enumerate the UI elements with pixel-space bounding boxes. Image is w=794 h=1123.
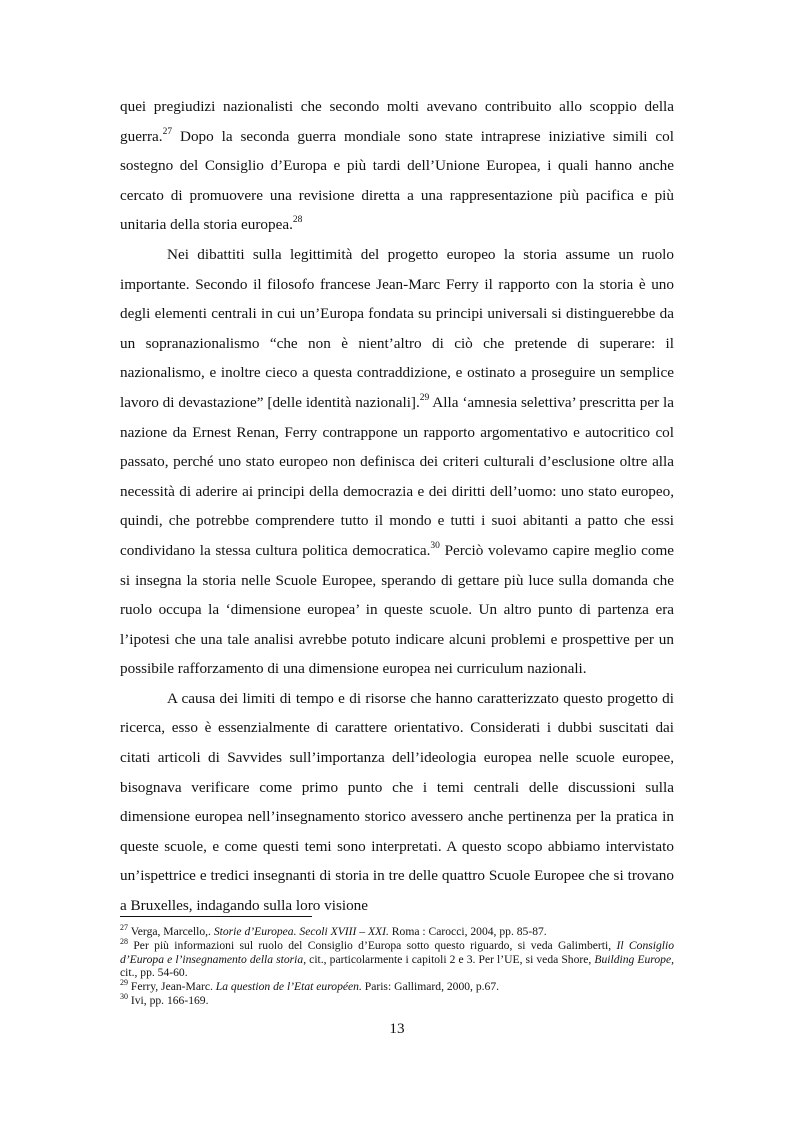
p2-text-a: Nei dibattiti sulla legittimità del progetto europeo la storia assume un ruolo importante. Secondo il filosofo francese Jean-Marc Ferry il rapporto con la storia è uno degli elementi centrali in cui un’Europa fondata su principi universali si distinguerebbe da un sopranazionalismo “che non è nient’altro di ciò che pretende di superare: il nazionalismo, e inoltre cieco a questa contraddizione, e ostinato a proseguire un semplice lavoro di devastazione” [delle identità nazionali].: [120, 245, 674, 411]
paragraph-1: [120, 92, 674, 240]
p2-text-b: Alla ‘amnesia selettiva’ prescritta per la nazione da Ernest Renan, Ferry contrappone un rapporto argomentativo e autocritico col passato, perché uno stato europeo non definisca dei criteri culturali d’esclusione oltre alla necessità di aderire ai principi della democrazia e dei diritti dell’uomo: uno stato europeo, quindi, che potrebbe comprendere tutto il mondo e tutti i suoi abitanti a patto che essi condividano la stessa cultura politica democratica.: [120, 393, 675, 559]
page-number: 13: [389, 1020, 405, 1037]
footnote-ref-28[interactable]: 28: [292, 215, 303, 226]
footnote-title: Storie d’Europea. Secoli XVIII – XXI.: [213, 925, 389, 938]
footnote-text: , cit., particolarmente i capitoli 2 e 3. Per l’UE, si veda Shore,: [303, 952, 595, 966]
footnote-title: Il Consiglio d’Europa e l’insegnamento della storia: [120, 938, 675, 966]
p3-text-a: A causa dei limiti di tempo e di risorse che hanno caratterizzato questo progetto di ricerca, esso è essenzialmente di carattere orientativo. Considerati i dubbi suscitati dai citati articoli di Savvides sull’importanza dell’ideologia europea nelle scuole europee, bisognava verificare come primo punto che i temi centrali delle discussioni sulla dimensione europea nell’insegnamento storico avessero anche pertinenza per la pratica in queste scuole, e come questi temi sono interpretati. A questo scopo abbiamo intervistato un’ispettrice e tredici insegnanti di storia in tre delle quattro Scuole Europee che si trovano a Bruxelles, indagando sulla loro visione: [120, 689, 674, 915]
paragraph-3: [120, 684, 674, 921]
p2-text-c: Perciò volevamo capire meglio come si insegna la storia nelle Scuole Europee, sperando di gettare più luce sulla domanda che ruolo occupa la ‘dimensione europea’ in queste scuole. Un altro punto di partenza era l’ipotesi che una tale analisi avrebbe potuto indicare alcuni problemi e prospettive per un possibile rafforzamento di una dimensione europea nei curriculum nazionali.: [120, 541, 675, 678]
footnote-separator: [120, 916, 312, 917]
footnote-ref-27[interactable]: 27: [162, 126, 173, 137]
footnote-text: Per più informazioni sul ruolo del Consiglio d’Europa sotto questo riguardo, si veda Galimberti,: [128, 938, 617, 952]
footnote-title: Building Europe,: [594, 952, 674, 966]
footnote-text: Ivi, pp. 166-169.: [128, 993, 209, 1007]
footnote-28: [120, 936, 675, 980]
footnote-ref-29[interactable]: 29: [419, 392, 430, 403]
footnote-title: La question de l’Etat européen.: [215, 980, 362, 994]
footnote-number: 30: [120, 992, 128, 1002]
footnotes: [120, 925, 674, 1008]
footnote-number: 27: [120, 923, 128, 933]
p1-text-a: quei pregiudizi nazionalisti che secondo molti avevano contribuito allo scoppio della guerra.: [120, 98, 674, 145]
footnote-text: Roma : Carocci, 2004, pp. 85-87.: [388, 925, 547, 938]
footnote-number: 29: [120, 978, 128, 988]
paragraph-2: [120, 240, 674, 684]
footnote-text: Ferry, Jean-Marc.: [128, 980, 216, 994]
main-text: [120, 92, 674, 921]
footnote-29: [120, 980, 674, 994]
footnote-text: Paris: Gallimard, 2000, p.67.: [361, 980, 500, 994]
p1-text-b: Dopo la seconda guerra mondiale sono state intraprese iniziative simili col sostegno del Consiglio d’Europa e più tardi dell’Unione Europea, i quali hanno anche cercato di promuovere una revisione diretta a una rappresentazione più pacifica e più unitaria della storia europea.: [120, 127, 674, 234]
footnote-ref-30[interactable]: 30: [430, 540, 440, 551]
footnote-30: [120, 994, 674, 1008]
footnote-number: 28: [120, 936, 128, 946]
footnote-text: cit., pp. 54-60.: [120, 966, 188, 980]
footnote-text: Verga, Marcello,.: [128, 925, 214, 938]
footnote-27: [120, 925, 674, 939]
